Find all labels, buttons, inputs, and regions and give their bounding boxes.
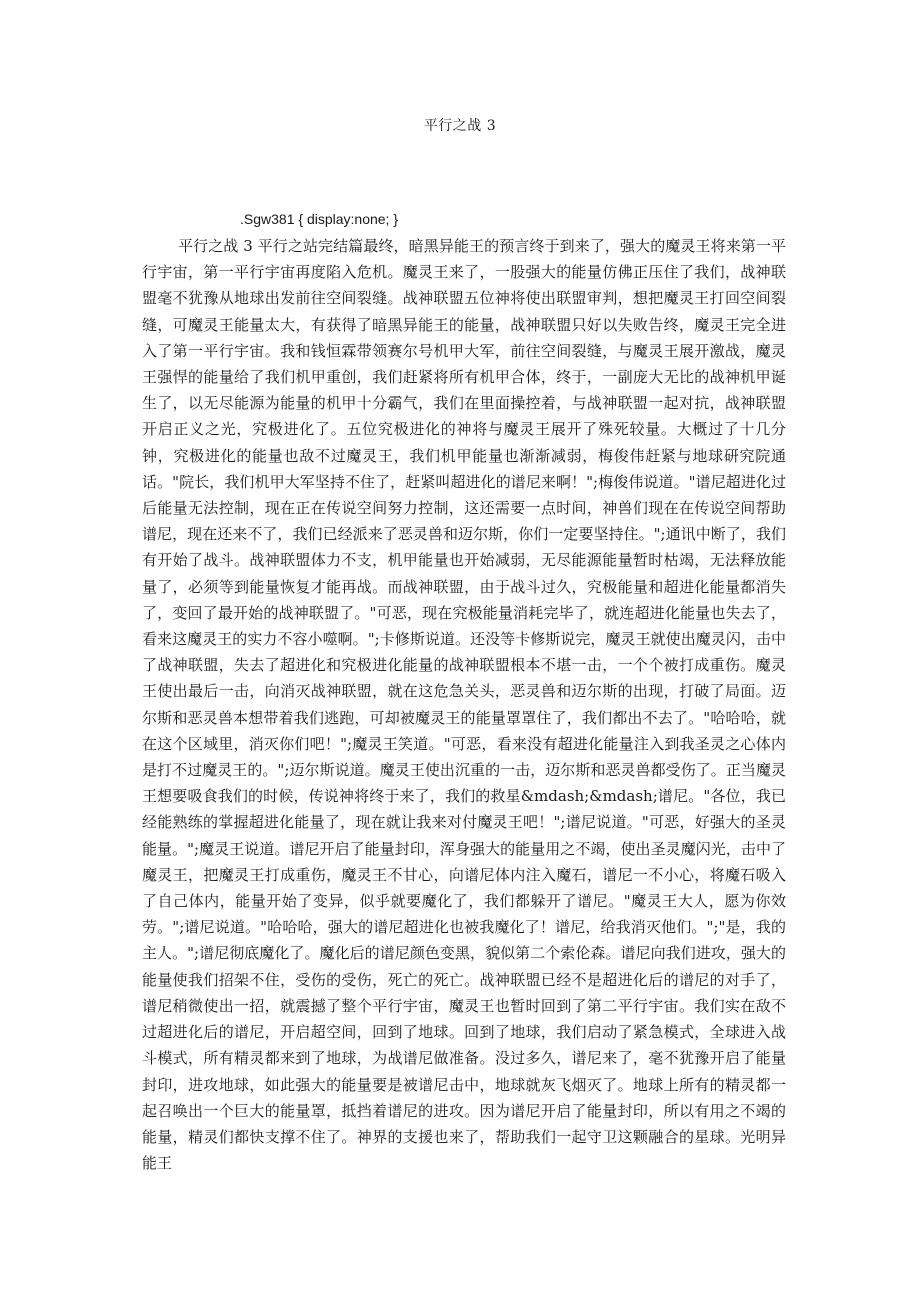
stray-css-text: .Sgw381 { display:none; } xyxy=(240,211,399,227)
document-title: 平行之战 3 xyxy=(423,118,497,134)
document-body-paragraph: 平行之战 3 平行之站完结篇最终，暗黑异能王的预言终于到来了，强大的魔灵王将来第一平行宇宙，第一平行宇宙再度陷入危机。魔灵王来了，一股强大的能量仿佛正压住了我们，战神联盟毫不犹豫从地球出发前往空间裂缝。战神联盟五位神将使出联盟审判，想把魔灵王打回空间裂缝，可魔灵王能量太大，有获得了暗黑异能王的能量，战神联盟只好以失败告终，魔灵王完全进入了第一平行宇宙。我和钱恒霖带领赛尔号机甲大军，前往空间裂缝，与魔灵王展开激战，魔灵王强悍的能量给了我们机甲重创，我们赶紧将所有机甲合体，终于，一副庞大无比的战神机甲诞生了，以无尽能源为能量的机甲十分霸气，我们在里面操控着，与战神联盟一起对抗，战神联盟开启正义之光，究极进化了。五位究极进化的神将与魔灵王展开了殊死较量。大概过了十几分钟，究极进化的能量也敌不过魔灵王，我们机甲能量也渐渐减弱，梅俊伟赶紧与地球研究院通话。"院长，我们机甲大军坚持不住了，赶紧叫超进化的谱尼来啊！";梅俊伟说道。"谱尼超进化过后能量无法控制，现在正在传说空间努力控制，这还需要一点时间，神兽们现在在传说空间帮助谱尼，现在还来不了，我们已经派来了恶灵兽和迈尔斯，你们一定要坚持住。";通讯中断了，我们有开始了战斗。战神联盟体力不支，机甲能量也开始减弱，无尽能源能量暂时枯竭，无法释放能量了，必须等到能量恢复才能再战。而战神联盟，由于战斗过久，究极能量和超进化能量都消失了，变回了最开始的战神联盟了。"可恶，现在究极能量消耗完毕了，就连超进化能量也失去了，看来这魔灵王的实力不容小噬啊。";卡修斯说道。还没等卡修斯说完，魔灵王就使出魔灵闪，击中了战神联盟，失去了超进化和究极进化能量的战神联盟根本不堪一击，一个个被打成重伤。魔灵王使出最后一击，向消灭战神联盟，就在这危急关头，恶灵兽和迈尔斯的出现，打破了局面。迈尔斯和恶灵兽本想带着我们逃跑，可却被魔灵王的能量罩罩住了，我们都出不去了。"哈哈哈，就在这个区域里，消灭你们吧！";魔灵王笑道。"可恶，看来没有超进化能量注入到我圣灵之心体内是打不过魔灵王的。";迈尔斯说道。魔灵王使出沉重的一击，迈尔斯和恶灵兽都受伤了。正当魔灵王想要吸食我们的时候，传说神将终于来了，我们的救星&mdash;&mdash;谱尼。"各位，我已经能熟练的掌握超进化能量了，现在就让我来对付魔灵王吧！";谱尼说道。"可恶，好强大的圣灵能量。";魔灵王说道。谱尼开启了能量封印，浑身强大的能量用之不竭，使出圣灵魔闪光，击中了魔灵王，把魔灵王打成重伤，魔灵王不甘心，向谱尼体内注入魔石，谱尼一不小心，将魔石吸入了自己体内，能量开始了变异，似乎就要魔化了，我们都躲开了谱尼。"魔灵王大人，愿为你效劳。";谱尼说道。"哈哈哈，强大的谱尼超进化也被我魔化了！谱尼，给我消灭他们。";"是，我的主人。";谱尼彻底魔化了。魔化后的谱尼颜色变黑，貌似第二个索伦森。谱尼向我们进攻，强大的能量使我们招架不住，受伤的受伤，死亡的死亡。战神联盟已经不是超进化后的谱尼的对手了，谱尼稍微使出一招，就震撼了整个平行宇宙，魔灵王也暂时回到了第二平行宇宙。我们实在敌不过超进化后的谱尼，开启超空间，回到了地球。回到了地球，我们启动了紧急模式，全球进入战斗模式，所有精灵都来到了地球，为战谱尼做准备。没过多久，谱尼来了，毫不犹豫开启了能量封印，进攻地球，如此强大的能量要是被谱尼击中，地球就灰飞烟灭了。地球上所有的精灵都一起召唤出一个巨大的能量罩，抵挡着谱尼的进攻。因为谱尼开启了能量封印，所以有用之不竭的能量，精灵们都快支撑不住了。神界的支援也来了，帮助我们一起守卫这颗融合的星球。光明异能王 xyxy=(142,237,786,1173)
